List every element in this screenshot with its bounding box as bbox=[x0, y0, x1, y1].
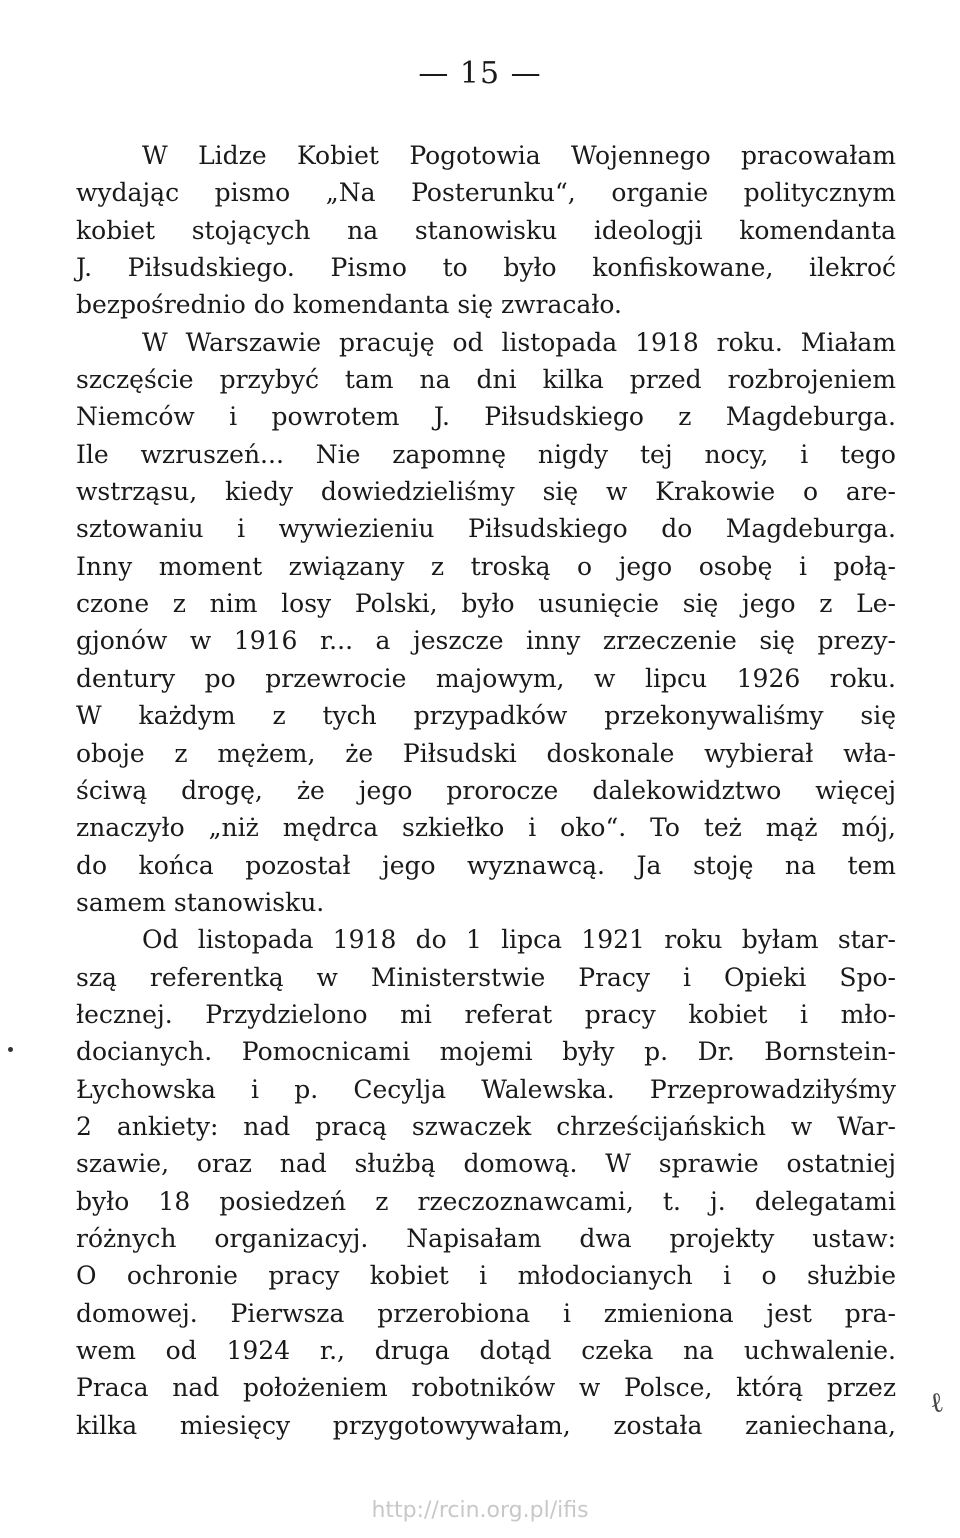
text-line: szawie, oraz nad służbą domową. W sprawie ostatniej bbox=[76, 1149, 896, 1179]
text-line: Ile wzruszeń... Nie zapomnę nigdy tej nocy, i tego bbox=[76, 439, 896, 469]
text-line: łecznej. Przydzielono mi referat pracy kobiet i mło- bbox=[76, 999, 896, 1029]
text-line: docianych. Pomocnicami mojemi były p. Dr. Bornstein- bbox=[76, 1037, 896, 1067]
text-line: znaczyło „niż mędrca szkiełko i oko“. To też mąż mój, bbox=[76, 813, 896, 843]
source-watermark-url: http://rcin.org.pl/ifis bbox=[371, 1498, 589, 1523]
text-line: różnych organizacyj. Napisałam dwa projekty ustaw: bbox=[76, 1223, 896, 1253]
text-line: 2 ankiety: nad pracą szwaczek chrześcijańskich w War- bbox=[76, 1111, 896, 1141]
text-line: W każdym z tych przypadków przekonywaliśmy się bbox=[76, 701, 896, 731]
text-line: bezpośrednio do komendanta się zwracało. bbox=[76, 290, 622, 320]
body-text bbox=[76, 137, 896, 1444]
page-number-header: — 15 — bbox=[418, 56, 542, 91]
text-line: Od listopada 1918 do 1 lipca 1921 roku byłam star- bbox=[142, 925, 896, 955]
text-line: ściwą drogę, że jego prorocze dalekowidztwo więcej bbox=[76, 775, 896, 805]
text-line: O ochronie pracy kobiet i młodocianych i o służbie bbox=[76, 1261, 896, 1291]
text-line: gjonów w 1916 r... a jeszcze inny zrzeczenie się prezy- bbox=[76, 626, 896, 656]
text-line: wem od 1924 r., druga dotąd czeka na uchwalenie. bbox=[76, 1336, 896, 1365]
text-line: było 18 posiedzeń z rzeczoznawcami, t. j. delegatami bbox=[76, 1186, 896, 1216]
text-line: wstrząsu, kiedy dowiedzieliśmy się w Krakowie o are- bbox=[76, 477, 896, 507]
text-line: Praca nad położeniem robotników w Polsce, którą przez bbox=[76, 1373, 896, 1403]
text-line: sztowaniu i wywiezieniu Piłsudskiego do Magdeburga. bbox=[76, 514, 896, 544]
text-line: kilka miesięcy przygotowywałam, została zaniechana, bbox=[76, 1410, 896, 1440]
text-line: oboje z mężem, że Piłsudski doskonale wybierał wła- bbox=[76, 738, 896, 768]
margin-dot-mark bbox=[8, 1047, 13, 1052]
text-line: szą referentką w Ministerstwie Pracy i Opieki Spo- bbox=[76, 962, 896, 992]
text-line: Niemców i powrotem J. Piłsudskiego z Magdeburga. bbox=[76, 402, 896, 432]
text-line: Łychowska i p. Cecylja Walewska. Przeprowadziłyśmy bbox=[76, 1074, 896, 1104]
text-line: dentury po przewrocie majowym, w lipcu 1926 roku. bbox=[76, 663, 896, 693]
text-line: kobiet stojących na stanowisku ideologji komendanta bbox=[76, 215, 896, 245]
text-line: szczęście przybyć tam na dni kilka przed rozbrojeniem bbox=[76, 365, 896, 395]
text-line: Inny moment związany z troską o jego osobę i połą- bbox=[76, 551, 896, 581]
text-line: W Warszawie pracuję od listopada 1918 roku. Miałam bbox=[142, 327, 896, 357]
text-line: wydając pismo „Na Posterunku“, organie politycznym bbox=[76, 178, 896, 208]
text-line: do końca pozostał jego wyznawcą. Ja stoję na tem bbox=[76, 850, 896, 880]
text-line: W Lidze Kobiet Pogotowia Wojennego pracowałam bbox=[142, 141, 896, 170]
text-line: samem stanowisku. bbox=[76, 887, 325, 917]
text-line: J. Piłsudskiego. Pismo to było konfiskowane, ilekroć bbox=[76, 253, 896, 283]
text-line: czone z nim losy Polski, było usunięcie się jego z Le- bbox=[76, 589, 896, 619]
text-line: domowej. Pierwsza przerobiona i zmieniona jest pra- bbox=[76, 1298, 896, 1328]
margin-handwritten-mark: ℓ bbox=[927, 1385, 947, 1420]
